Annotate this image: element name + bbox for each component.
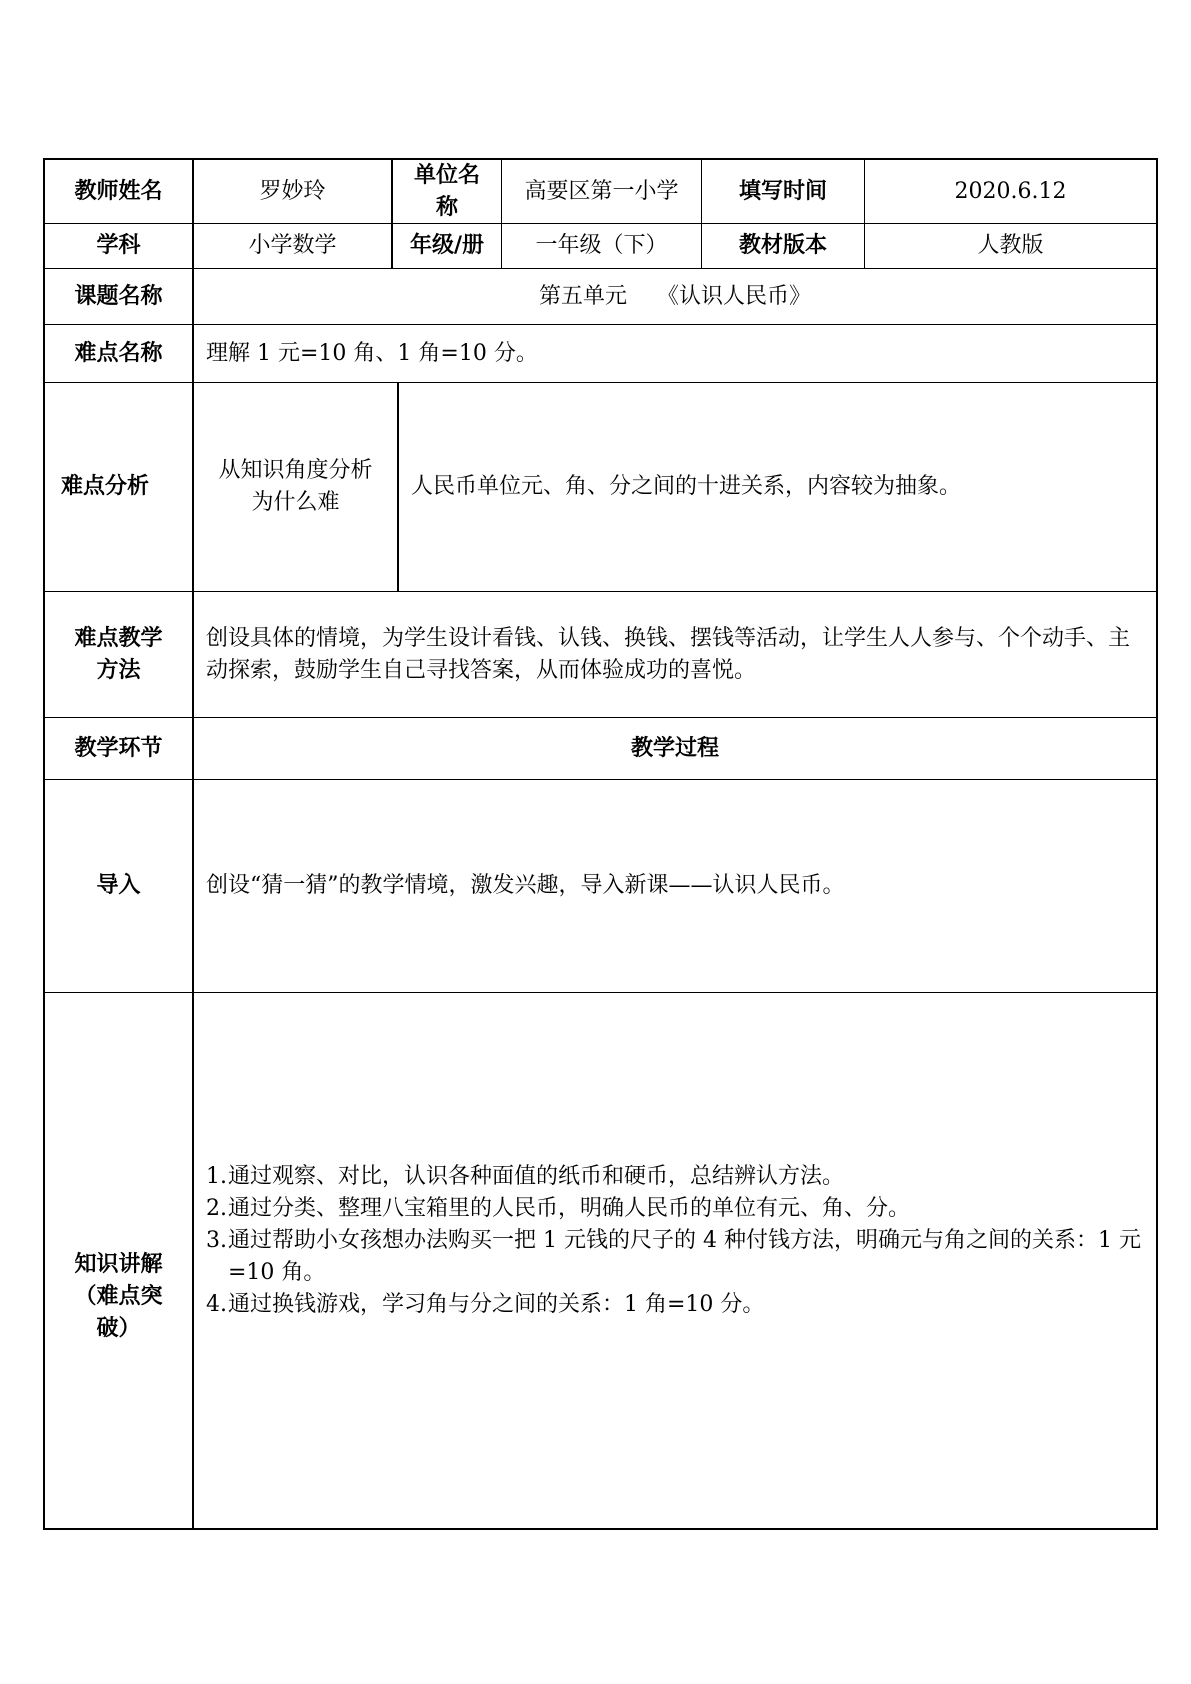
table-bottom-border [43, 1528, 1158, 1530]
difficulty-label: 难点名称 [74, 340, 163, 366]
fill-date-label: 填写时间 [738, 178, 827, 204]
list-item: 1. 通过观察、对比，认识各种面值的纸币和硬币，总结辨认方法。 [206, 1163, 845, 1189]
subject-value: 小学数学 [248, 233, 337, 258]
intro-value: 创设“猜一猜”的教学情境，激发兴趣，导入新课——认识人民币。 [206, 873, 845, 898]
analysis-label: 难点分析 [60, 474, 149, 499]
topic-title: 《认识人民币》 [657, 283, 812, 309]
unit-name-value: 高要区第一小学 [524, 178, 679, 204]
knowledge-cell [194, 993, 1156, 1528]
topic-value [194, 269, 1156, 324]
list-item: 2. 通过分类、整理八宝箱里的人民币，明确人民币的单位有元、角、分。 [206, 1195, 911, 1221]
analysis-sublabel: 从知识角度分析为什么难 [218, 458, 373, 515]
subject-label: 学科 [96, 233, 141, 258]
method-value: 创设具体的情境，为学生设计看钱、认钱、换钱、摆钱等活动，让学生人人参与、个个动手、主动探索，鼓励学生自己寻找答案，从而体验成功的喜悦。 [206, 625, 1131, 683]
knowledge-label-main: 知识讲解 [74, 1251, 163, 1277]
method-label: 难点教学方法 [74, 625, 163, 683]
knowledge-label [45, 993, 192, 1528]
method-cell [194, 592, 1156, 717]
knowledge-label-sub: （难点突破） [74, 1283, 163, 1341]
grade-label: 年级/册 [409, 233, 485, 258]
intro-label: 导入 [96, 873, 141, 898]
list-item: 3. 通过帮助小女孩想办法购买一把 1 元钱的尺子的 4 种付钱方法，明确元与角之间的关系：1 元=10 角。 [206, 1227, 1141, 1285]
grade-value: 一年级（下） [535, 233, 668, 258]
topic-label: 课题名称 [74, 283, 163, 309]
difficulty-value: 理解 1 元=10 角、1 角=10 分。 [206, 340, 538, 366]
fill-date-value: 2020.6.12 [954, 178, 1067, 204]
table-right-border [1156, 158, 1158, 1530]
unit-name-label: 单位名称 [413, 162, 480, 220]
teacher-name-label: 教师姓名 [74, 178, 163, 204]
knowledge-list [194, 1161, 1156, 1321]
teacher-name-value: 罗妙玲 [259, 178, 326, 204]
analysis-value: 人民币单位元、角、分之间的十进关系，内容较为抽象。 [411, 474, 962, 499]
edition-value: 人教版 [977, 233, 1044, 258]
list-item: 4. 通过换钱游戏，学习角与分之间的关系：1 角=10 分。 [206, 1291, 765, 1317]
stage-label: 教学环节 [74, 735, 163, 761]
process-label: 教学过程 [630, 735, 719, 761]
topic-unit: 第五单元 [538, 283, 627, 309]
edition-label: 教材版本 [738, 233, 827, 258]
